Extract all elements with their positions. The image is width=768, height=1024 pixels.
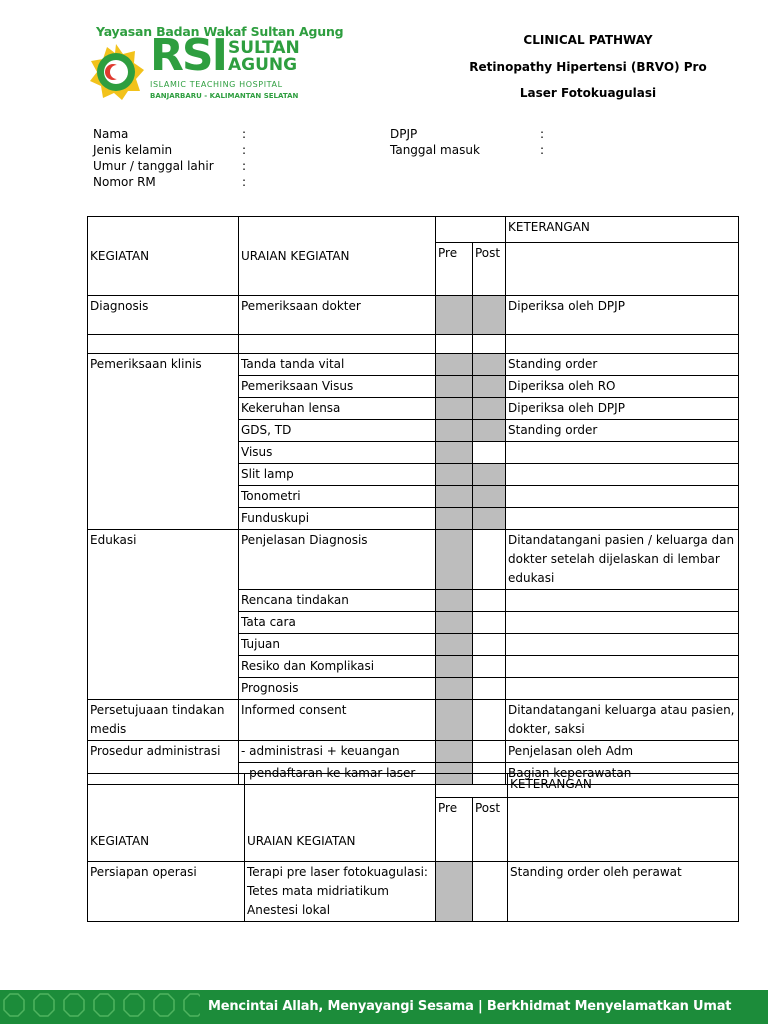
logo-rsi-text: RSI (150, 30, 226, 81)
cell-pre (436, 335, 473, 354)
header-uraian: URAIAN KEGIATAN (239, 217, 436, 296)
cell-keterangan: Standing order (506, 420, 739, 442)
header-keterangan-blank (506, 243, 739, 296)
cell-keterangan: Penjelasan oleh Adm (506, 741, 739, 763)
document-title: CLINICAL PATHWAY (523, 33, 653, 47)
cell-pre (436, 296, 473, 335)
name-colon: : (242, 127, 247, 141)
age-label: Umur / tanggal lahir (93, 159, 214, 173)
cell-pre (436, 862, 473, 922)
cell-pre (436, 354, 473, 376)
cell-keterangan: Diperiksa oleh RO (506, 376, 739, 398)
islamic-pattern-icon (0, 990, 200, 1024)
document-subtitle: Retinopathy Hipertensi (BRVO) Pro (469, 60, 707, 74)
header-pre-post-group (436, 217, 506, 243)
cell-kegiatan: Prosedur administrasi (88, 741, 239, 785)
gender-label: Jenis kelamin (93, 143, 173, 157)
cell-pre (436, 634, 473, 656)
cell-post (473, 612, 506, 634)
cell-kegiatan: Edukasi (88, 530, 239, 700)
cell-uraian (239, 335, 436, 354)
cell-pre (436, 398, 473, 420)
logo-subtitle: ISLAMIC TEACHING HOSPITAL (150, 80, 283, 89)
table-row (88, 296, 739, 335)
logo-agung-text: AGUNG (228, 55, 298, 75)
age-colon: : (242, 159, 247, 173)
cell-post (473, 335, 506, 354)
cell-uraian: Prognosis (239, 678, 436, 700)
header-keterangan: KETERANGAN (508, 774, 739, 798)
cell-post (473, 862, 508, 922)
dpjp-label: DPJP (390, 127, 418, 141)
cell-uraian: Resiko dan Komplikasi (239, 656, 436, 678)
header-pre-post-group (436, 774, 508, 798)
hospital-logo (86, 22, 344, 104)
cell-uraian: Informed consent (239, 700, 436, 741)
cell-uraian: Pemeriksaan Visus (239, 376, 436, 398)
cell-keterangan (506, 656, 739, 678)
cell-uraian: Tata cara (239, 612, 436, 634)
cell-uraian: GDS, TD (239, 420, 436, 442)
cell-pre (436, 376, 473, 398)
cell-post (473, 398, 506, 420)
cell-pre (436, 590, 473, 612)
footer-banner (0, 990, 768, 1024)
header-keterangan-blank (508, 798, 739, 862)
cell-pre (436, 678, 473, 700)
cell-pre (436, 420, 473, 442)
cell-pre (436, 442, 473, 464)
cell-keterangan (506, 335, 739, 354)
cell-keterangan (506, 486, 739, 508)
cell-post (473, 464, 506, 486)
name-label: Nama (93, 127, 129, 141)
cell-pre (436, 741, 473, 763)
cell-post (473, 486, 506, 508)
cell-pre (436, 656, 473, 678)
logo-brand-name (228, 40, 300, 74)
cell-keterangan: Ditandatangani keluarga atau pasien, dokter, saksi (506, 700, 739, 741)
crescent-emblem-icon (86, 42, 146, 102)
cell-uraian: Kekeruhan lensa (239, 398, 436, 420)
cell-uraian: Penjelasan Diagnosis (239, 530, 436, 590)
table-row (88, 741, 739, 763)
header-post: Post (473, 798, 508, 862)
header-kegiatan: KEGIATAN (88, 217, 239, 296)
cell-keterangan: Standing order oleh perawat (508, 862, 739, 922)
cell-keterangan (506, 442, 739, 464)
cell-uraian: Terapi pre laser fotokuagulasi: Tetes mata midriatikum Anestesi lokal (245, 862, 436, 922)
dpjp-colon: : (540, 127, 545, 141)
cell-post (473, 508, 506, 530)
cell-uraian: Tujuan (239, 634, 436, 656)
admission-date-colon: : (540, 143, 545, 157)
table-row (88, 862, 739, 922)
admission-date-label: Tanggal masuk (390, 143, 480, 157)
cell-pre (436, 508, 473, 530)
cell-pre (436, 530, 473, 590)
logo-foundation-text: Yayasan Badan Wakaf Sultan Agung (96, 24, 344, 39)
document-procedure: Laser Fotokuagulasi (519, 86, 657, 100)
cell-keterangan: Diperiksa oleh DPJP (506, 398, 739, 420)
cell-post (473, 741, 506, 763)
header-pre: Pre (436, 243, 473, 296)
cell-post (473, 296, 506, 335)
cell-uraian: - administrasi + keuangan (239, 741, 436, 763)
cell-post (473, 590, 506, 612)
rm-label: Nomor RM (93, 175, 156, 189)
table-row (88, 335, 739, 354)
cell-uraian: Rencana tindakan (239, 590, 436, 612)
cell-pre (436, 464, 473, 486)
cell-uraian: Tonometri (239, 486, 436, 508)
cell-post (473, 354, 506, 376)
cell-keterangan: Bagian keperawatan (506, 763, 739, 785)
cell-pre (436, 612, 473, 634)
cell-post (473, 634, 506, 656)
logo-location: BANJARBARU - KALIMANTAN SELATAN (150, 92, 299, 100)
cell-kegiatan: Persiapan operasi (88, 862, 245, 922)
cell-pre (436, 700, 473, 741)
cell-keterangan (506, 464, 739, 486)
cell-post (473, 700, 506, 741)
table-row (88, 354, 739, 376)
rm-colon: : (242, 175, 247, 189)
footer-slogan: Mencintai Allah, Menyayangi Sesama | Berkhidmat Menyelamatkan Umat (208, 999, 732, 1014)
cell-uraian: Tanda tanda vital (239, 354, 436, 376)
clinical-pathway-table (87, 216, 739, 785)
header-pre: Pre (436, 798, 473, 862)
table-row (88, 700, 739, 741)
cell-keterangan (506, 634, 739, 656)
cell-post (473, 678, 506, 700)
cell-pre (436, 486, 473, 508)
logo-sultan-text: SULTAN (228, 38, 300, 58)
cell-keterangan (506, 678, 739, 700)
cell-post (473, 656, 506, 678)
cell-post (473, 530, 506, 590)
cell-keterangan: Standing order (506, 354, 739, 376)
cell-post (473, 420, 506, 442)
cell-uraian: - pendaftaran ke kamar laser (239, 763, 436, 785)
cell-keterangan (506, 590, 739, 612)
cell-keterangan: Diperiksa oleh DPJP (506, 296, 739, 335)
clinical-pathway-table-2 (87, 773, 739, 922)
header-keterangan: KETERANGAN (506, 217, 739, 243)
cell-uraian: Funduskupi (239, 508, 436, 530)
cell-kegiatan (88, 335, 239, 354)
cell-kegiatan: Pemeriksaan klinis (88, 354, 239, 530)
header-post: Post (473, 243, 506, 296)
header-kegiatan: KEGIATAN (88, 774, 245, 862)
header-uraian: URAIAN KEGIATAN (245, 774, 436, 862)
table-row (88, 530, 739, 590)
cell-uraian: Visus (239, 442, 436, 464)
cell-post (473, 442, 506, 464)
gender-colon: : (242, 143, 247, 157)
cell-kegiatan: Diagnosis (88, 296, 239, 335)
cell-kegiatan: Persetujuaan tindakan medis (88, 700, 239, 741)
cell-uraian: Slit lamp (239, 464, 436, 486)
cell-keterangan (506, 612, 739, 634)
cell-uraian: Pemeriksaan dokter (239, 296, 436, 335)
cell-keterangan (506, 508, 739, 530)
cell-post (473, 376, 506, 398)
cell-keterangan: Ditandatangani pasien / keluarga dan dokter setelah dijelaskan di lembar edukasi (506, 530, 739, 590)
